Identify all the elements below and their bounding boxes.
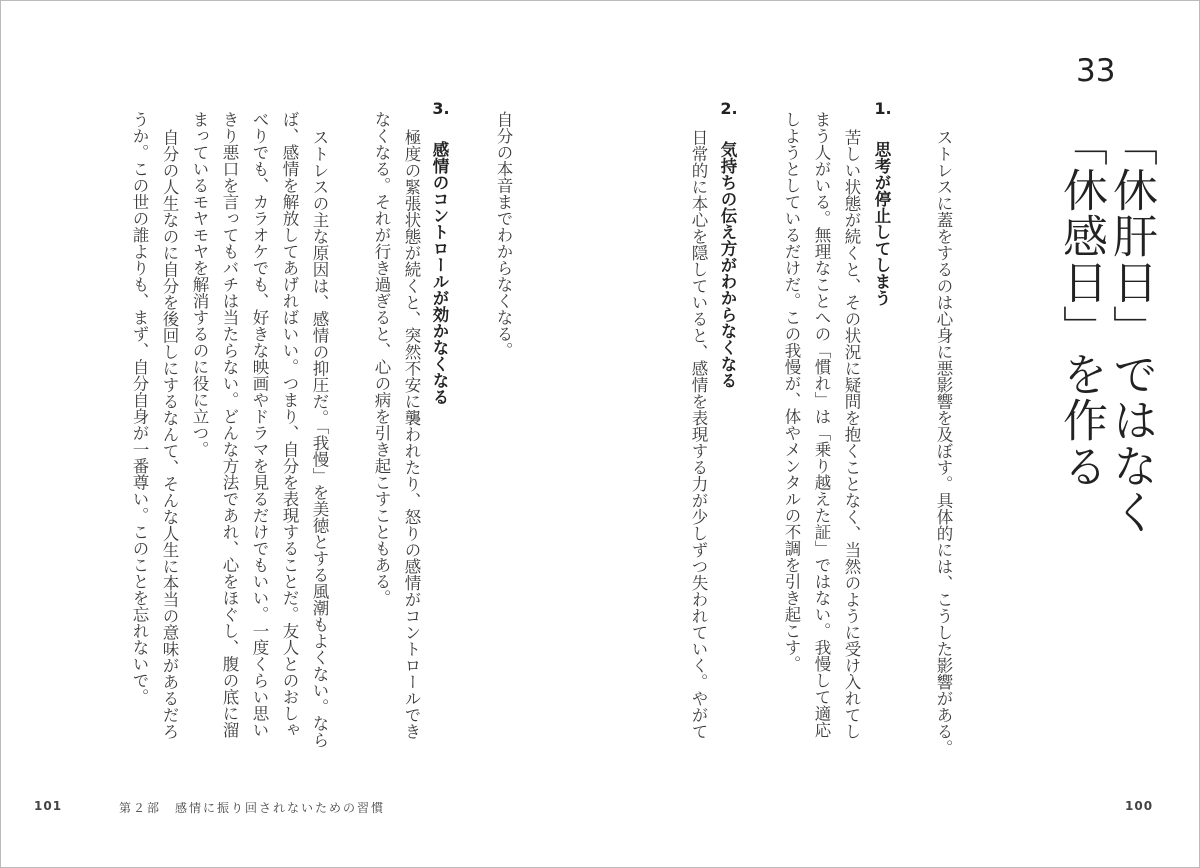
paragraph-1-line: きり悪口を言ってもバチは当たらない。どんな方法であれ、心をほぐし、腹の底に溜 (220, 111, 239, 738)
item-1-line: まう人がいる。無理なことへの「慣れ」は「乗り越えた証」ではない。我慢して適応 (812, 111, 831, 738)
item-1-line: 苦しい状態が続くと、その状況に疑問を抱くことなく、当然のように受け入れてし (842, 129, 861, 740)
item-2-heading: 気持ちの伝え方がわからなくなる (718, 141, 737, 389)
paragraph-1-line: ストレスの主な原因は、感情の抑圧だ。「我慢」を美徳とする風潮もよくない。なら (310, 129, 329, 748)
item-3-heading: 感情のコントロールが効かなくなる (430, 141, 449, 405)
item-2-continuation: 自分の本音までわからなくなる。 (494, 111, 513, 359)
item-2-line: 日常的に本心を隠していると、感情を表現する力が少しずつ失われていく。やがて (689, 129, 708, 740)
item-1-line: しようとしているだけだ。この我慢が、体やメンタルの不調を引き起こす。 (782, 111, 801, 672)
chapter-title-line-1: 「休肝日」ではなく (1105, 121, 1158, 535)
chapter-number: 33 (1076, 53, 1116, 89)
chapter-title-line-2: 「休感日」を作る (1055, 121, 1108, 489)
right-page-number: 100 (1125, 799, 1154, 813)
item-3-number: 3. (432, 99, 450, 118)
paragraph-2-line: うか。この世の誰よりも、まず、自分自身が一番尊い。このことを忘れないで。 (130, 111, 149, 705)
item-1-heading: 思考が停止してしまう (872, 141, 891, 306)
intro-text: ストレスに蓋をするのは心身に悪影響を及ぼす。具体的には、こうした影響がある。 (934, 129, 953, 756)
left-page-number: 101 (34, 799, 63, 813)
paragraph-1-line: まっているモヤモヤを解消するのに役に立つ。 (190, 111, 209, 458)
running-header-section: 第２部 感情に振り回されないための習慣 (119, 801, 386, 815)
paragraph-1-line: ば、感情を解放してあげればいい。つまり、自分を表現することだ。友人とのおしゃ (280, 111, 299, 738)
item-3-line: なくなる。それが行き過ぎると、心の病を引き起こすこともある。 (372, 111, 391, 606)
item-2-number: 2. (720, 99, 738, 118)
paragraph-2-line: 自分の人生なのに自分を後回しにするなんて、そんな人生に本当の意味があるだろ (160, 129, 179, 740)
item-1-number: 1. (874, 99, 892, 118)
paragraph-1-line: べりでも、カラオケでも、好きな映画やドラマを見るだけでもいい。一度くらい思い (250, 111, 269, 738)
item-3-line: 極度の緊張状態が続くと、突然不安に襲われたり、怒りの感情がコントロールでき (402, 129, 421, 740)
